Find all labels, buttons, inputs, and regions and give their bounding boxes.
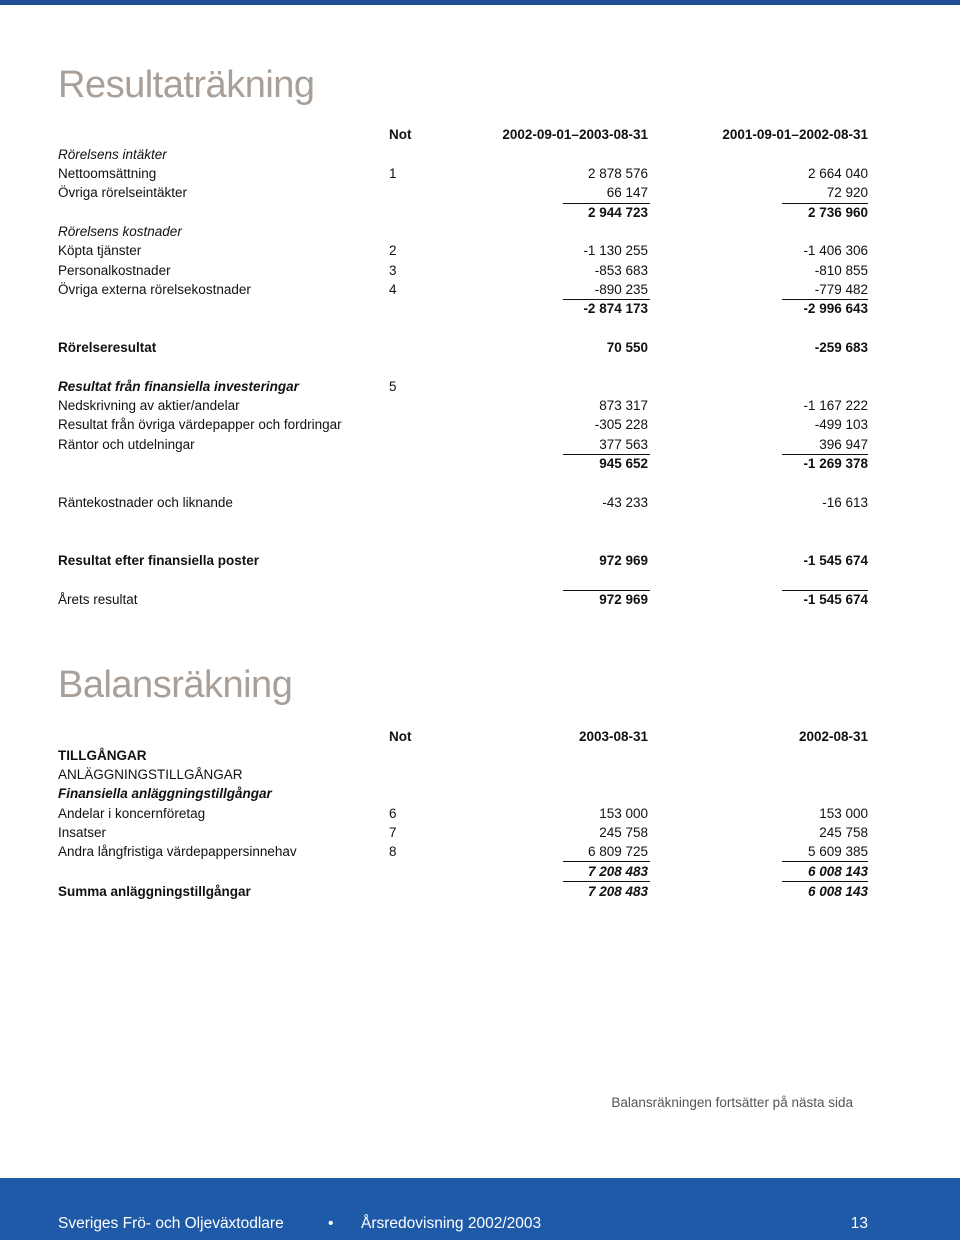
row-label: Finansiella anläggningstillgångar <box>58 786 272 801</box>
row-value-current: 6 809 725 <box>587 844 648 859</box>
row-label: Andra långfristiga värdepappersinnehav <box>58 844 297 859</box>
row-value-current: -853 683 <box>594 263 648 278</box>
row-value-current: 7 208 483 <box>587 864 648 879</box>
note-column-header: Not <box>389 127 412 142</box>
row-value-previous: -1 406 306 <box>803 243 868 258</box>
table-row <box>58 184 870 202</box>
row-label: Summa anläggningstillgångar <box>58 884 251 899</box>
income-header-row <box>58 126 870 144</box>
row-value-current: -305 228 <box>594 417 648 432</box>
row-note: 4 <box>389 282 397 297</box>
table-row <box>58 766 870 784</box>
table-row <box>58 397 870 415</box>
table-row <box>58 146 870 164</box>
table-row <box>58 805 870 823</box>
row-value-previous: -499 103 <box>814 417 868 432</box>
table-row <box>58 378 870 396</box>
table-row <box>58 242 870 260</box>
row-note: 2 <box>389 243 397 258</box>
row-value-previous: 6 008 143 <box>807 864 868 879</box>
row-note: 6 <box>389 806 397 821</box>
date-current-header: 2003-08-31 <box>578 729 648 744</box>
row-label: Årets resultat <box>58 592 138 607</box>
period-current-header: 2002-09-01–2003-08-31 <box>502 127 648 142</box>
row-value-previous: 396 947 <box>819 437 868 452</box>
sum-underline <box>563 861 650 862</box>
result-after-financial-row <box>58 552 870 570</box>
row-value-current: -2 874 173 <box>583 301 648 316</box>
row-label: Rörelsens kostnader <box>58 224 182 239</box>
row-label: Köpta tjänster <box>58 243 142 258</box>
row-value-previous: 245 758 <box>819 825 868 840</box>
row-label: TILLGÅNGAR <box>58 748 147 763</box>
row-value-previous: 153 000 <box>819 806 868 821</box>
table-row <box>58 165 870 183</box>
row-value-previous: -1 545 674 <box>803 592 868 607</box>
subtotal-row <box>58 455 870 473</box>
row-note: 8 <box>389 844 397 859</box>
row-value-current: 70 550 <box>606 340 648 355</box>
row-value-current: 153 000 <box>599 806 648 821</box>
row-note: 7 <box>389 825 397 840</box>
row-label: Räntekostnader och liknande <box>58 495 233 510</box>
footer-separator-bullet: • <box>328 1215 334 1232</box>
sum-underline <box>563 881 650 882</box>
row-value-previous: -2 996 643 <box>803 301 868 316</box>
row-value-previous: -779 482 <box>814 282 868 297</box>
row-label: ANLÄGGNINGSTILLGÅNGAR <box>58 767 243 782</box>
balance-header-row <box>58 728 870 746</box>
row-note: 3 <box>389 263 397 278</box>
row-label: Nettoomsättning <box>58 166 157 181</box>
table-row <box>58 747 870 765</box>
sum-underline <box>782 861 868 862</box>
row-value-previous: -1 167 222 <box>803 398 868 413</box>
page-number: 13 <box>850 1215 868 1232</box>
net-result-row <box>58 591 870 609</box>
table-row <box>58 416 870 434</box>
row-value-current: 245 758 <box>599 825 648 840</box>
row-value-previous: 2 664 040 <box>807 166 868 181</box>
row-label: Övriga externa rörelsekostnader <box>58 282 251 297</box>
row-value-previous: -810 855 <box>814 263 868 278</box>
row-value-current: 66 147 <box>606 185 648 200</box>
row-value-current: 972 969 <box>599 553 648 568</box>
note-column-header: Not <box>389 729 412 744</box>
row-value-current: 873 317 <box>599 398 648 413</box>
row-note: 5 <box>389 379 397 394</box>
row-label: Rörelseresultat <box>58 340 157 355</box>
footer-report-title: Årsredovisning 2002/2003 <box>361 1215 542 1232</box>
row-value-previous: -1 269 378 <box>803 456 868 471</box>
total-fixed-assets-row <box>58 883 870 901</box>
subtotal-row <box>58 204 870 222</box>
row-label: Personalkostnader <box>58 263 171 278</box>
row-value-previous: 2 736 960 <box>807 205 868 220</box>
row-label: Insatser <box>58 825 107 840</box>
row-value-previous: -259 683 <box>814 340 868 355</box>
row-label: Övriga rörelseintäkter <box>58 185 188 200</box>
subtotal-row <box>58 863 870 881</box>
row-value-current: 945 652 <box>599 456 648 471</box>
row-label: Resultat från finansiella investeringar <box>58 379 299 394</box>
row-value-current: 7 208 483 <box>587 884 648 899</box>
table-row <box>58 785 870 803</box>
top-accent-bar <box>0 0 960 5</box>
row-value-current: 377 563 <box>599 437 648 452</box>
row-value-previous: 5 609 385 <box>807 844 868 859</box>
table-row <box>58 824 870 842</box>
sum-underline <box>782 881 868 882</box>
row-label: Resultat från övriga värdepapper och fordringar <box>58 417 342 432</box>
row-value-current: 2 944 723 <box>587 205 648 220</box>
row-label: Resultat efter finansiella poster <box>58 553 260 568</box>
row-value-current: 2 878 576 <box>587 166 648 181</box>
table-row <box>58 262 870 280</box>
table-row <box>58 843 870 861</box>
table-row <box>58 436 870 454</box>
row-value-previous: -1 545 674 <box>803 553 868 568</box>
row-note: 1 <box>389 166 397 181</box>
income-statement-title: Resultaträkning <box>58 64 315 106</box>
operating-result-row <box>58 339 870 357</box>
row-value-current: 972 969 <box>599 592 648 607</box>
date-previous-header: 2002-08-31 <box>798 729 868 744</box>
table-row <box>58 223 870 241</box>
page-footer <box>0 1178 960 1240</box>
table-row <box>58 281 870 299</box>
row-label: Räntor och utdelningar <box>58 437 195 452</box>
period-previous-header: 2001-09-01–2002-08-31 <box>722 127 868 142</box>
row-value-current: -1 130 255 <box>583 243 648 258</box>
balance-sheet-title: Balansräkning <box>58 664 293 706</box>
row-value-current: -890 235 <box>594 282 648 297</box>
row-value-current: -43 233 <box>602 495 648 510</box>
row-value-previous: 72 920 <box>826 185 868 200</box>
footer-organization: Sveriges Frö- och Oljeväxtodlare <box>58 1215 284 1232</box>
row-value-previous: 6 008 143 <box>807 884 868 899</box>
row-value-previous: -16 613 <box>822 495 868 510</box>
row-label: Rörelsens intäkter <box>58 147 167 162</box>
table-row <box>58 494 870 512</box>
subtotal-row <box>58 300 870 318</box>
row-label: Andelar i koncernföretag <box>58 806 206 821</box>
row-label: Nedskrivning av aktier/andelar <box>58 398 240 413</box>
continued-next-page-note: Balansräkningen fortsätter på nästa sida <box>611 1095 853 1110</box>
